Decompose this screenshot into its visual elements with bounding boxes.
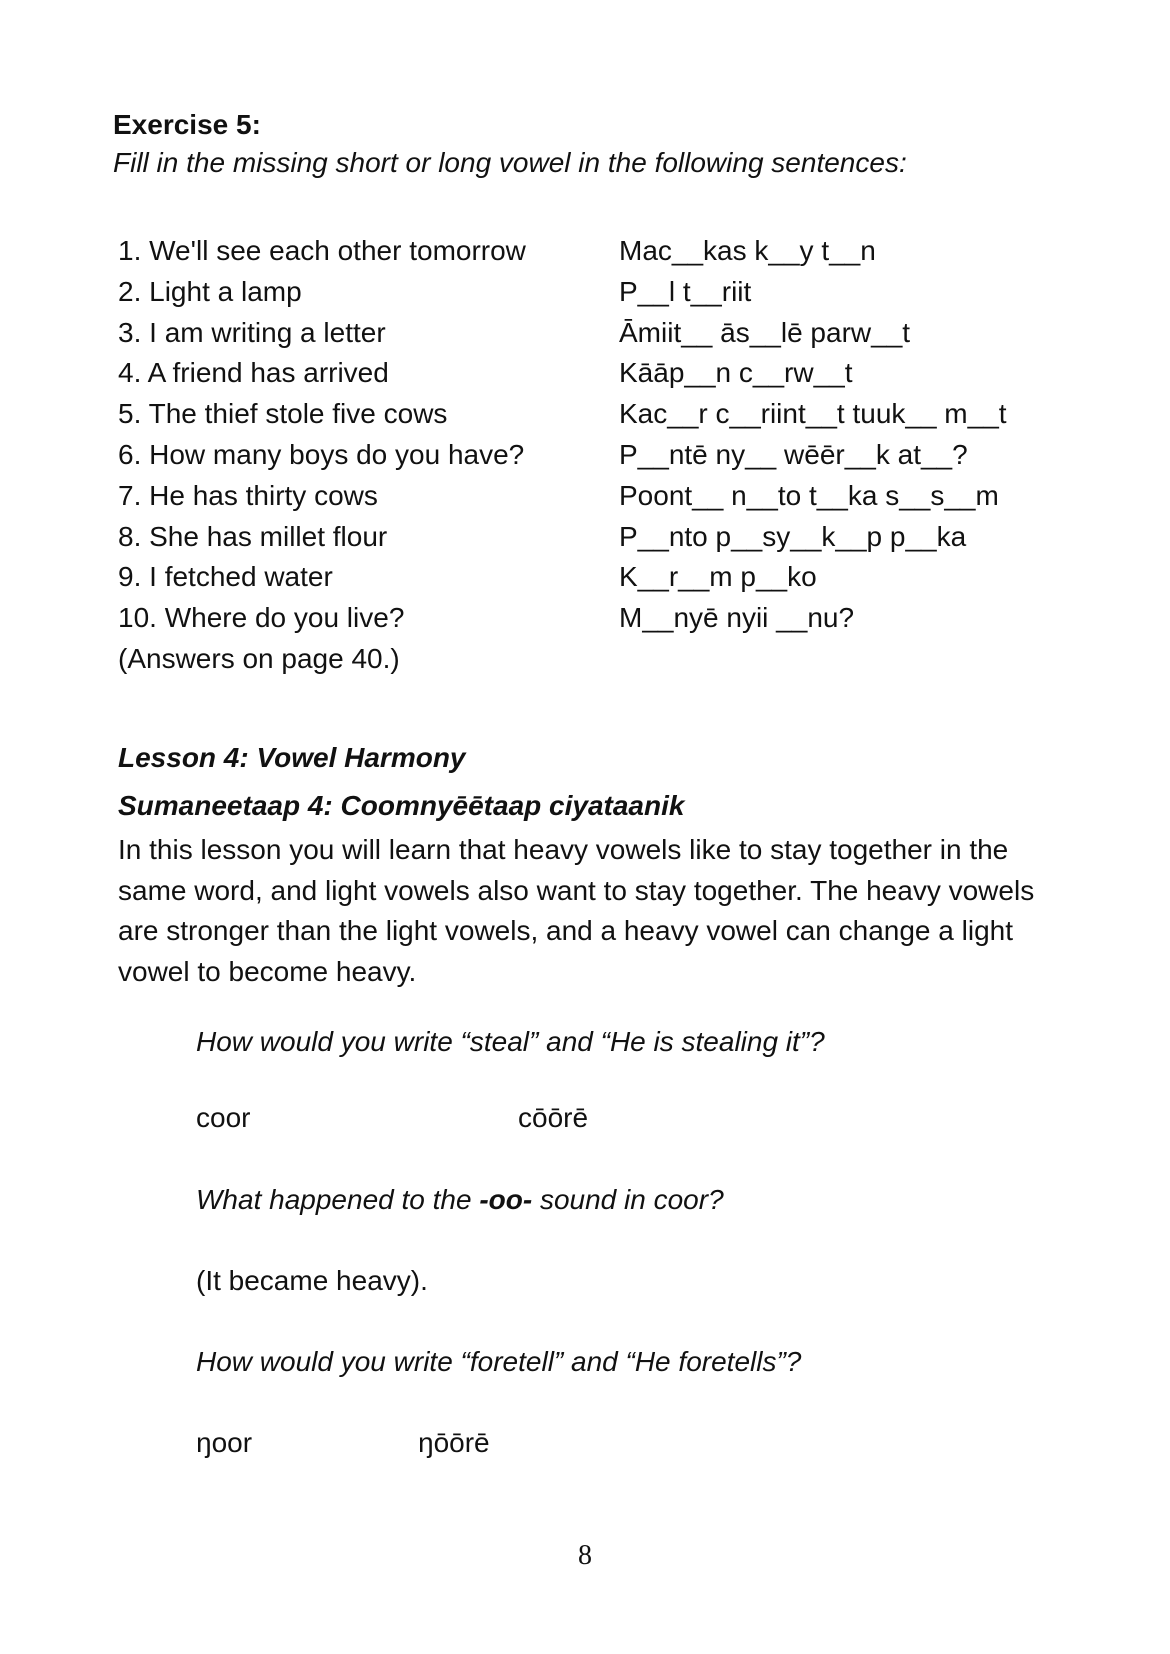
kalenjin-sentence: P__l t__riit bbox=[619, 275, 752, 307]
english-sentence: 1. We'll see each other tomorrow bbox=[118, 235, 526, 266]
example-word-heavy: ŋōōrē bbox=[418, 1427, 490, 1458]
lesson-subtitle: Sumaneetaap 4: Coomnyēētaap ciyataanik bbox=[118, 790, 685, 821]
english-sentence: 7. He has thirty cows bbox=[118, 479, 378, 511]
english-sentence: 9. I fetched water bbox=[118, 561, 333, 593]
exercise-item bbox=[118, 275, 1078, 316]
kalenjin-sentence: Kāāp__n c__rw__t bbox=[619, 357, 853, 389]
english-sentence: 3. I am writing a letter bbox=[118, 316, 386, 348]
english-sentence: 6. How many boys do you have? bbox=[118, 438, 525, 470]
question-text-start: What happened to the bbox=[196, 1184, 480, 1215]
kalenjin-sentence: Kac__r c__riint__t tuuk__ m__t bbox=[619, 398, 1007, 430]
exercise-item bbox=[118, 438, 1078, 479]
kalenjin-sentence: K__r__m p__ko bbox=[619, 561, 817, 593]
kalenjin-sentence: Poont__ n__to t__ka s__s__m bbox=[619, 479, 999, 511]
exercise-item bbox=[118, 601, 1078, 642]
example-word-heavy: cōōrē bbox=[518, 1102, 589, 1133]
exercise-item bbox=[118, 560, 1078, 601]
exercise-item bbox=[118, 356, 1078, 397]
question-oo-emphasis: -oo- bbox=[479, 1184, 533, 1215]
english-sentence: 5. The thief stole five cows bbox=[118, 398, 448, 430]
english-sentence: 4. A friend has arrived bbox=[118, 357, 389, 389]
kalenjin-sentence: P__nto p__sy__k__p p__ka bbox=[619, 520, 967, 552]
english-sentence: 2. Light a lamp bbox=[118, 275, 302, 307]
exercise-item bbox=[118, 520, 1078, 561]
lesson-paragraph: In this lesson you will learn that heavy vowels like to stay together in the same word, and light vowels also want to stay together. The heavy vowels are stronger than the light vowels, and a heavy vowel can change a light vowel to become heavy. bbox=[118, 834, 1035, 987]
example-word: ŋoor bbox=[196, 1427, 253, 1458]
question-steal: How would you write “steal” and “He is stealing it”? bbox=[196, 1026, 825, 1057]
kalenjin-sentence: M__nyē nyii __nu? bbox=[619, 602, 855, 634]
question-foretell: How would you write “foretell” and “He foretells”? bbox=[196, 1346, 802, 1377]
english-sentence: 10. Where do you live? bbox=[118, 602, 405, 634]
question-oo-sound bbox=[196, 1183, 724, 1217]
kalenjin-sentence: Āmiit__ ās__lē parw__t bbox=[619, 316, 911, 348]
english-sentence: 8. She has millet flour bbox=[118, 520, 388, 552]
kalenjin-sentence: Mac__kas k__y t__n bbox=[619, 235, 876, 266]
exercise-item bbox=[118, 479, 1078, 520]
exercise-title: Exercise 5: bbox=[113, 109, 261, 140]
exercise-item bbox=[118, 234, 1078, 275]
exercise-item bbox=[118, 397, 1078, 438]
question-text-end: sound in coor? bbox=[532, 1184, 724, 1215]
exercise-item bbox=[118, 316, 1078, 357]
page-number: 8 bbox=[578, 1540, 592, 1571]
exercise-instruction: Fill in the missing short or long vowel in the following sentences: bbox=[113, 147, 907, 178]
kalenjin-sentence: P__ntē ny__ wēēr__k at__? bbox=[619, 438, 968, 470]
lesson-title: Lesson 4: Vowel Harmony bbox=[118, 742, 466, 773]
answer-heavy: (It became heavy). bbox=[196, 1265, 428, 1296]
answers-note: (Answers on page 40.) bbox=[118, 643, 400, 674]
exercise-list bbox=[118, 234, 1078, 642]
example-word: coor bbox=[196, 1102, 251, 1133]
